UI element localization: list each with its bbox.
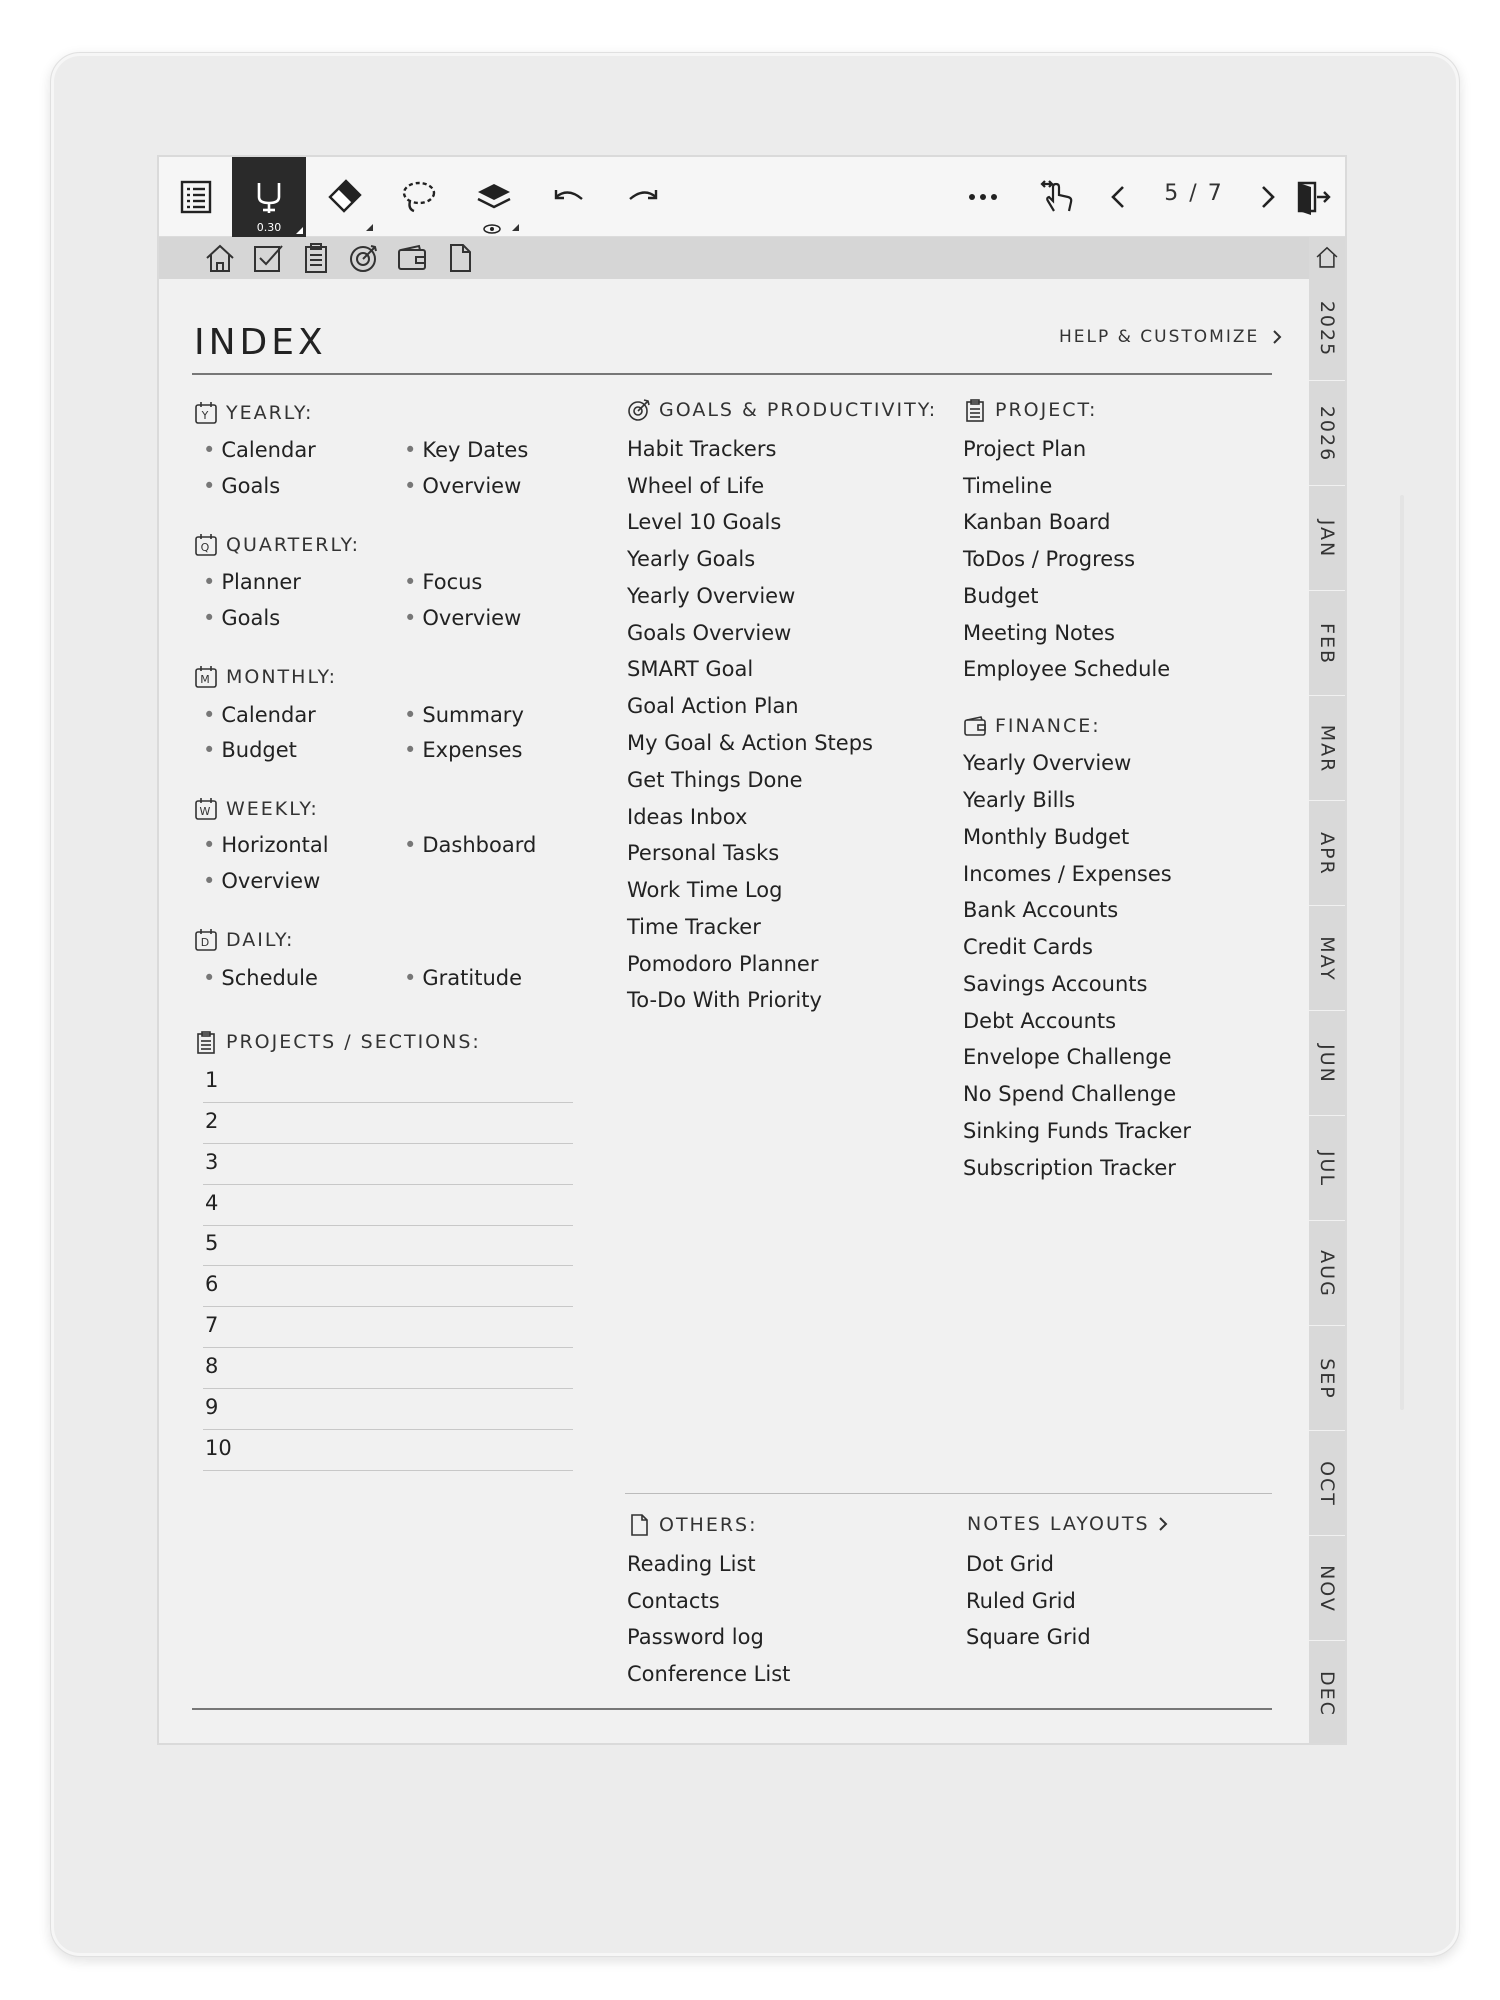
month-tab[interactable] (1309, 1012, 1345, 1116)
month-tab-label: JUN (1316, 1043, 1339, 1084)
project-link[interactable]: Budget (963, 584, 1039, 608)
month-tabs (1309, 237, 1345, 1745)
month-tab-label: APR (1316, 831, 1339, 876)
yearly-item[interactable]: • Calendar (203, 438, 316, 462)
daily-section-header-label: DAILY: (226, 929, 295, 951)
exit-icon[interactable] (1276, 157, 1347, 237)
goals-link[interactable]: Goals Overview (627, 621, 792, 645)
quarterly-item[interactable]: • Focus (404, 570, 482, 594)
monthly-item[interactable]: • Calendar (203, 703, 316, 727)
project-section-header-icon (963, 398, 987, 422)
monthly-section-header-icon (194, 665, 218, 689)
month-tab-label: NOV (1316, 1564, 1338, 1613)
month-tab[interactable] (1309, 277, 1345, 381)
title-divider (192, 373, 1272, 375)
others-section-header-label: OTHERS: (659, 1514, 758, 1536)
monthly-item[interactable]: • Summary (404, 703, 524, 727)
goals-section-header-icon (627, 398, 651, 422)
month-tab-label: JAN (1316, 519, 1339, 558)
screen (157, 155, 1347, 1745)
more-icon[interactable] (946, 157, 1020, 237)
finance-link[interactable]: Envelope Challenge (963, 1045, 1172, 1069)
redo-icon[interactable] (607, 157, 681, 237)
month-tab[interactable] (1309, 1117, 1345, 1221)
month-tab[interactable] (1309, 1537, 1345, 1641)
project-row-number: 1 (205, 1068, 219, 1092)
device-edge (1400, 495, 1404, 1410)
finance-section-header (963, 714, 1101, 738)
finance-section-header-label: FINANCE: (995, 715, 1101, 737)
monthly-section-header (194, 665, 337, 689)
project-row[interactable] (203, 1348, 573, 1389)
chevron-right-icon (1271, 328, 1283, 346)
daily-item[interactable]: • Gratitude (404, 966, 522, 990)
section-tab-strip (159, 237, 1309, 279)
project-row-number: 9 (205, 1395, 219, 1419)
weekly-section-header-icon (194, 797, 218, 821)
month-tab[interactable] (1309, 1222, 1345, 1326)
finance-link[interactable]: Bank Accounts (963, 898, 1119, 922)
projects-section-header (194, 1030, 481, 1054)
goals-link[interactable]: Time Tracker (627, 915, 761, 939)
help-customize-link[interactable] (1059, 327, 1283, 347)
goals-link[interactable]: Wheel of Life (627, 474, 765, 498)
svg-text:M: M (200, 673, 212, 686)
notes-layout-link[interactable]: Square Grid (966, 1625, 1091, 1649)
goals-link[interactable]: Yearly Overview (627, 584, 796, 608)
prev-page-icon[interactable] (1089, 157, 1149, 237)
project-link[interactable]: ToDos / Progress (963, 547, 1136, 571)
month-tab-label: AUG (1316, 1249, 1339, 1298)
daily-section-header-icon (194, 928, 218, 952)
month-tab-label: DEC (1316, 1670, 1338, 1717)
goals-section-header-label: GOALS & PRODUCTIVITY: (659, 399, 938, 421)
eraser-icon[interactable] (307, 157, 381, 237)
finance-link[interactable]: Incomes / Expenses (963, 862, 1172, 886)
quarterly-section-header-label: QUARTERLY: (226, 534, 361, 556)
month-tab-label: MAY (1316, 935, 1338, 982)
others-link[interactable]: Contacts (627, 1589, 720, 1613)
eye-icon (483, 224, 501, 234)
quarterly-item[interactable]: • Planner (203, 570, 301, 594)
project-row-number: 10 (205, 1436, 232, 1460)
pen-size-label: 0.30 (256, 221, 282, 234)
weekly-item[interactable]: • Horizontal (203, 833, 329, 857)
month-tab[interactable] (1309, 697, 1345, 801)
month-tab[interactable] (1309, 487, 1345, 591)
finance-link[interactable]: Savings Accounts (963, 972, 1148, 996)
project-row[interactable] (203, 1185, 573, 1226)
project-row[interactable] (203, 1266, 573, 1307)
others-link[interactable]: Reading List (627, 1552, 756, 1576)
quarterly-item[interactable]: • Goals (203, 606, 280, 630)
pen-tool-button[interactable] (232, 157, 306, 237)
finance-link[interactable]: Subscription Tracker (963, 1156, 1176, 1180)
weekly-item[interactable]: • Dashboard (404, 833, 536, 857)
goals-link[interactable]: Pomodoro Planner (627, 952, 819, 976)
month-tab-label: 2026 (1316, 405, 1339, 462)
layers-icon[interactable] (457, 157, 531, 237)
goals-section-header (627, 398, 937, 422)
daily-section-header (194, 928, 294, 952)
month-tab-label: OCT (1316, 1460, 1339, 1507)
project-row-number: 4 (205, 1191, 219, 1215)
yearly-section-header-label: YEARLY: (226, 402, 314, 424)
page-indicator: 5 / 7 (1164, 181, 1224, 206)
project-row[interactable] (203, 1103, 573, 1144)
project-link[interactable]: Timeline (963, 474, 1053, 498)
project-row[interactable] (203, 1225, 573, 1266)
goals-link[interactable]: Habit Trackers (627, 437, 777, 461)
finance-link[interactable]: Yearly Overview (963, 751, 1132, 775)
page-icon[interactable] (443, 241, 477, 275)
undo-icon[interactable] (531, 157, 605, 237)
finance-link[interactable]: No Spend Challenge (963, 1082, 1177, 1106)
month-tab[interactable] (1309, 1327, 1345, 1431)
clipboard-icon[interactable] (299, 241, 333, 275)
month-tab-label: FEB (1316, 622, 1338, 665)
project-section-header (963, 398, 1097, 422)
goals-link[interactable]: My Goal & Action Steps (627, 731, 873, 755)
quarterly-section-header-icon (194, 533, 218, 557)
goals-link[interactable]: Ideas Inbox (627, 805, 748, 829)
project-row-number: 5 (205, 1231, 219, 1255)
month-tab[interactable] (1309, 802, 1345, 906)
month-tab-label: SEP (1316, 1357, 1338, 1400)
project-row-number: 6 (205, 1272, 219, 1296)
month-tab[interactable] (1309, 1432, 1345, 1536)
quarterly-item[interactable]: • Overview (404, 606, 521, 630)
projects-section-header-icon (194, 1030, 218, 1054)
project-section-header-label: PROJECT: (995, 399, 1098, 421)
project-link[interactable]: Kanban Board (963, 510, 1111, 534)
weekly-section-header (194, 797, 319, 821)
finance-link[interactable]: Yearly Bills (963, 788, 1076, 812)
notes-layout-link[interactable]: Dot Grid (966, 1552, 1054, 1576)
svg-text:Y: Y (201, 409, 211, 422)
quarterly-section-header (194, 533, 360, 557)
notes-layouts-header[interactable] (967, 1513, 1168, 1535)
chevron-right-icon (1158, 1516, 1168, 1532)
project-row-number: 2 (205, 1109, 219, 1133)
weekly-item[interactable]: • Overview (203, 869, 320, 893)
project-row[interactable] (203, 1430, 573, 1471)
monthly-item[interactable]: • Expenses (404, 738, 522, 762)
side-home-icon[interactable] (1309, 237, 1345, 277)
yearly-item[interactable]: • Key Dates (404, 438, 528, 462)
month-tab[interactable] (1309, 907, 1345, 1011)
others-section-header (627, 1513, 758, 1537)
svg-text:W: W (199, 805, 213, 818)
goals-link[interactable]: To-Do With Priority (627, 988, 822, 1012)
finance-section-header-icon (963, 714, 987, 738)
yearly-item[interactable]: • Goals (203, 474, 280, 498)
month-tab-label: JUL (1316, 1150, 1339, 1187)
weekly-section-header-label: WEEKLY: (226, 798, 319, 820)
finance-link[interactable]: Sinking Funds Tracker (963, 1119, 1192, 1143)
project-row-number: 8 (205, 1354, 219, 1378)
yearly-section-header-icon (194, 401, 218, 425)
target-goal-icon[interactable] (347, 241, 381, 275)
yearly-item[interactable]: • Overview (404, 474, 521, 498)
others-link[interactable]: Conference List (627, 1662, 791, 1686)
goals-link[interactable]: Yearly Goals (627, 547, 756, 571)
project-row[interactable] (203, 1062, 573, 1103)
checkbox-icon[interactable] (251, 241, 285, 275)
finance-link[interactable]: Monthly Budget (963, 825, 1130, 849)
goals-link[interactable]: Goal Action Plan (627, 694, 799, 718)
goals-link[interactable]: Get Things Done (627, 768, 803, 792)
yearly-section-header (194, 401, 313, 425)
toolbar (159, 157, 1347, 237)
project-link[interactable]: Employee Schedule (963, 657, 1171, 681)
projects-section-header-label: PROJECTS / SECTIONS: (226, 1031, 481, 1053)
project-link[interactable]: Meeting Notes (963, 621, 1115, 645)
monthly-item[interactable]: • Budget (203, 738, 297, 762)
touch-gesture-icon[interactable] (1021, 157, 1095, 237)
project-row[interactable] (203, 1144, 573, 1185)
others-divider (625, 1493, 1272, 1494)
month-tab[interactable] (1309, 382, 1345, 486)
finance-link[interactable]: Credit Cards (963, 935, 1093, 959)
project-row-number: 7 (205, 1313, 219, 1337)
others-section-header-icon (627, 1513, 651, 1537)
page-title: INDEX (194, 322, 327, 363)
bottom-divider (192, 1708, 1272, 1710)
goals-link[interactable]: Work Time Log (627, 878, 783, 902)
project-link[interactable]: Project Plan (963, 437, 1087, 461)
svg-text:Q: Q (200, 541, 212, 554)
notes-layout-link[interactable]: Ruled Grid (966, 1589, 1076, 1613)
project-row-number: 3 (205, 1150, 219, 1174)
wallet-icon[interactable] (395, 241, 429, 275)
goals-link[interactable]: SMART Goal (627, 657, 754, 681)
svg-text:D: D (200, 936, 212, 949)
notes-layouts-label: NOTES LAYOUTS (967, 1513, 1150, 1535)
others-link[interactable]: Password log (627, 1625, 764, 1649)
goals-link[interactable]: Personal Tasks (627, 841, 780, 865)
month-tab[interactable] (1309, 592, 1345, 696)
lasso-icon[interactable] (381, 157, 455, 237)
finance-link[interactable]: Debt Accounts (963, 1009, 1117, 1033)
month-tab[interactable] (1309, 1642, 1345, 1745)
project-row[interactable] (203, 1389, 573, 1430)
month-tab-label: MAR (1316, 724, 1338, 773)
goals-link[interactable]: Level 10 Goals (627, 510, 782, 534)
help-label: HELP & CUSTOMIZE (1059, 327, 1260, 347)
daily-item[interactable]: • Schedule (203, 966, 318, 990)
project-row[interactable] (203, 1307, 573, 1348)
month-tab-label: 2025 (1316, 300, 1339, 357)
home-icon[interactable] (203, 241, 237, 275)
toc-menu-icon[interactable] (159, 157, 233, 237)
monthly-section-header-label: MONTHLY: (226, 666, 337, 688)
